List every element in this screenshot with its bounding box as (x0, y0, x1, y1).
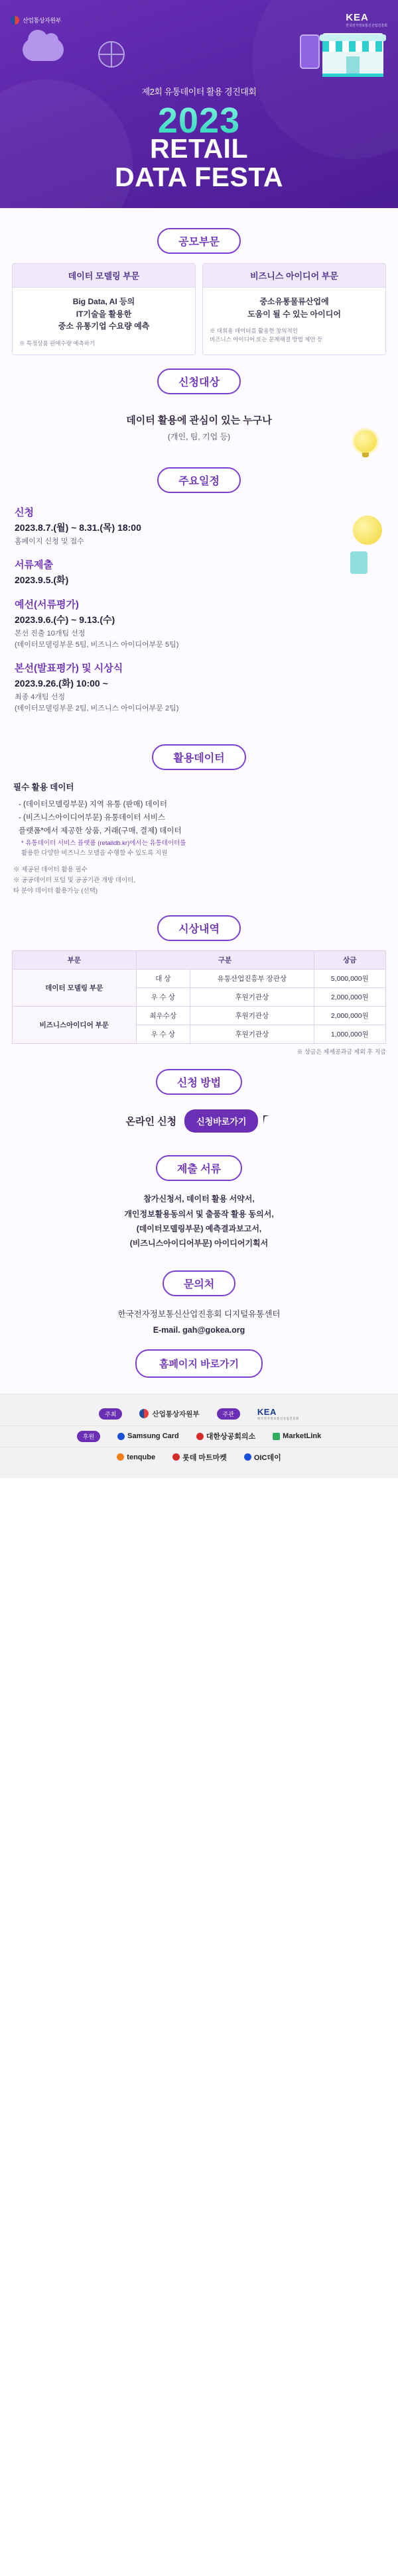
lightbulb-icon (354, 430, 377, 453)
data-usage-star-line1: * 유통데이터 서비스 플랫폼 (retaildb.kr)에서는 유통데이터를 (21, 839, 186, 847)
awards-prize-name: 후원기관상 (190, 1007, 314, 1025)
contest-column-idea-body (203, 288, 385, 351)
kea-logo-label: KEA (346, 12, 369, 23)
contest-idea-note-line1: ※ 대회용 데이터를 활용한 창의적인 (210, 327, 298, 335)
awards-amount: 2,000,000원 (314, 988, 385, 1007)
contest-modeling-line1: Big Data, AI 등의 (72, 297, 135, 307)
footer-row-sponsors-1 (0, 1426, 398, 1447)
awards-grade: 우 수 상 (136, 988, 190, 1007)
schedule-desc-line1: 본선 진출 10개팀 선정 (15, 630, 86, 638)
target-sub-text: (개인, 팀, 기업 등) (167, 431, 231, 441)
documents-line-2: 개인정보활용동의서 및 출품작 활용 동의서, (124, 1209, 274, 1219)
hero-banner (0, 0, 398, 208)
hero-illustration (0, 32, 398, 81)
footer-organizer-sub: 한국전자정보통신산업진흥회 (257, 1416, 299, 1420)
documents-line-4: (비즈니스아이디어부문) 아이디어기획서 (129, 1238, 269, 1248)
contest-idea-main (210, 296, 379, 320)
taegeuk-icon (139, 1409, 149, 1418)
sponsor-kcci (196, 1431, 255, 1441)
schedule-name: 예선(서류평가) (15, 599, 79, 611)
sponsor-oicday (244, 1452, 281, 1463)
contact-block (12, 1306, 386, 1343)
store-icon (322, 33, 383, 77)
contest-idea-note-line2: 비즈니스 아이디어 또는 문제해결 방법 제안 등 (210, 336, 323, 343)
contest-modeling-line2: IT기술을 활용한 (76, 309, 132, 319)
schedule-item-submission (15, 557, 383, 587)
footer-tag-host: 주최 (99, 1408, 122, 1420)
sponsor-lotte-mart (172, 1452, 227, 1463)
footer-host-org (139, 1409, 199, 1419)
documents-line-1: 참가신청서, 데이터 활용 서약서, (143, 1194, 255, 1204)
schedule-desc-line1: 최종 4개팀 선정 (15, 693, 65, 702)
lotte-icon (172, 1453, 180, 1461)
target-main-text: 데이터 활용에 관심이 있는 누구나 (126, 414, 272, 426)
sponsor-samsung-card-label: Samsung Card (127, 1432, 179, 1441)
schedule-item-application (15, 505, 383, 547)
sponsor-lotte-mart-label: 롯데 마트마켓 (182, 1453, 227, 1462)
awards-note: ※ 상금은 제세공과금 제외 후 지급 (297, 1048, 386, 1056)
contest-column-modeling (12, 263, 196, 355)
awards-table (12, 950, 386, 1044)
section-title-awards: 시상내역 (157, 915, 241, 941)
documents-list (12, 1190, 386, 1257)
sponsor-marketlink (273, 1432, 321, 1440)
schedule-date: 2023.9.26.(화) 10:00 ~ (15, 678, 108, 689)
schedule-desc (15, 628, 383, 650)
hero-topbar (0, 12, 398, 32)
data-usage-item-1: - (데이터모델링부문) 지역 유통 (판매) 데이터 (19, 801, 167, 809)
awards-prize-name: 후원기관상 (190, 988, 314, 1007)
awards-prize-name: 후원기관상 (190, 1025, 314, 1044)
contest-column-modeling-body (13, 288, 195, 355)
awards-amount: 5,000,000원 (314, 970, 385, 988)
kea-logo-sub: 한국전자정보통신산업진흥회 (346, 24, 387, 28)
awards-header-row (13, 951, 386, 970)
contact-email: E-mail. gah@gokea.org (153, 1325, 245, 1335)
mobile-phone-icon (300, 34, 320, 69)
awards-header-prize: 상금 (314, 951, 385, 970)
data-usage-star-line2: 활용한 다양한 비즈니스 모델을 수행할 수 있도록 지원 (21, 849, 168, 857)
schedule-list (12, 502, 386, 732)
data-usage-note-2: ※ 공공데이터 포털 및 공공기관 개방 데이터, (13, 877, 135, 885)
gov-logo (11, 16, 61, 25)
cursor-icon (263, 1115, 272, 1127)
target-box (12, 404, 386, 454)
data-usage-note-1: ※ 제공된 데이터 활용 필수 (13, 866, 88, 873)
table-row (13, 1007, 386, 1025)
hero-title (0, 135, 398, 191)
lightbulb-deco-icon (353, 516, 382, 545)
sponsor-tenqube (117, 1453, 155, 1461)
taegeuk-icon (11, 16, 19, 25)
awards-amount: 2,000,000원 (314, 1007, 385, 1025)
section-title-data: 활용데이터 (152, 744, 245, 770)
sponsor-marketlink-label: MarketLink (283, 1432, 322, 1441)
footer-organizer-label: KEA (257, 1406, 277, 1417)
awards-grade: 대 상 (136, 970, 190, 988)
sponsor-tenqube-label: tenqube (127, 1453, 156, 1461)
sponsor-samsung-card (117, 1432, 179, 1440)
contest-column-idea (202, 263, 386, 355)
home-button-wrap (12, 1343, 386, 1394)
homepage-link-button[interactable]: 홈페이지 바로가기 (135, 1349, 263, 1378)
apply-row (12, 1104, 386, 1142)
hero-title-line2: DATA FESTA (114, 161, 283, 192)
hero-year: 2023 (0, 103, 398, 139)
contest-column-modeling-head: 데이터 모델링 부문 (13, 264, 195, 288)
section-title-contest: 공모부문 (157, 228, 241, 254)
schedule-name: 본선(발표평가) 및 시상식 (15, 663, 123, 675)
sponsor-kcci-label: 대한상공회의소 (206, 1433, 256, 1441)
sponsor-oicday-label: OIC데이 (253, 1453, 281, 1462)
marketlink-icon (273, 1433, 280, 1440)
section-title-documents: 제출 서류 (156, 1155, 242, 1181)
contest-modeling-main (19, 296, 188, 333)
awards-sector-modeling: 데이터 모델링 부문 (13, 970, 137, 1007)
contact-org: 한국전자정보통신산업진흥회 디지털유통센터 (117, 1310, 281, 1319)
samsung-icon (117, 1433, 125, 1440)
awards-amount: 1,000,000원 (314, 1025, 385, 1044)
schedule-desc-line2: (데이터모델링부문 5팀, 비즈니스 아이디어부문 5팀) (15, 640, 179, 649)
schedule-date: 2023.9.6.(수) ~ 9.13.(수) (15, 614, 115, 626)
contest-columns (12, 263, 386, 355)
contest-idea-line1: 중소유통물류산업에 (259, 297, 329, 307)
data-usage-notes (13, 865, 385, 897)
schedule-desc (15, 692, 383, 714)
hero-title-line1: RETAIL (149, 133, 248, 164)
contest-idea-note (210, 327, 379, 344)
footer-host-org-label: 산업통상자원부 (152, 1410, 200, 1418)
schedule-item-preliminary (15, 597, 383, 650)
awards-grade: 우 수 상 (136, 1025, 190, 1044)
data-usage-item-2: - (비즈니스아이디어부문) 유통데이터 서비스 (19, 814, 166, 822)
table-row (13, 970, 386, 988)
globe-icon (98, 41, 125, 68)
schedule-name: 신청 (15, 506, 34, 518)
section-title-apply: 신청 방법 (156, 1069, 242, 1095)
section-title-schedule: 주요일정 (157, 467, 241, 493)
footer-organizer-org (257, 1407, 299, 1421)
awards-grade: 최우수상 (136, 1007, 190, 1025)
apply-label: 온라인 신청 (125, 1116, 177, 1128)
gov-logo-label: 산업통상자원부 (23, 17, 62, 24)
awards-header-sector: 부문 (13, 951, 137, 970)
schedule-date: 2023.8.7.(월) ~ 8.31.(목) 18:00 (15, 522, 141, 533)
schedule-desc-line2: (데이터모델링부문 2팀, 비즈니스 아이디어부문 2팀) (15, 704, 179, 712)
hero-subtitle: 제2회 유통데이터 활용 경진대회 (141, 87, 257, 97)
schedule-item-final (15, 661, 383, 714)
poster-content (0, 208, 398, 1393)
cloud-icon (23, 38, 64, 61)
data-usage-heading: 필수 활용 데이터 (13, 783, 74, 793)
contest-modeling-note: ※ 특정상품 판매수량 예측하기 (19, 340, 96, 347)
schedule-name: 서류제출 (15, 559, 53, 571)
kcci-icon (196, 1433, 204, 1440)
tenqube-icon (117, 1453, 124, 1461)
footer-row-host (0, 1402, 398, 1426)
contest-idea-line2: 도움이 될 수 있는 아이디어 (247, 309, 341, 319)
awards-header-division: 구분 (136, 951, 314, 970)
data-usage-box (12, 779, 386, 902)
kea-logo (346, 12, 387, 28)
mobile-deco-icon (350, 551, 367, 574)
footer-tag-sponsor: 후원 (77, 1431, 100, 1442)
footer (0, 1394, 398, 1478)
awards-prize-name: 유통산업진흥부 장관상 (190, 970, 314, 988)
contest-column-idea-head: 비즈니스 아이디어 부문 (203, 264, 385, 288)
section-title-target: 신청대상 (157, 368, 241, 394)
data-usage-item-3: 플랫폼*에서 제공한 상품, 거래(구매, 결제) 데이터 (19, 827, 182, 836)
oicday-icon (244, 1453, 251, 1461)
contest-modeling-line3: 중소 유통기업 수요량 예측 (58, 321, 150, 331)
schedule-desc: 홈페이지 신청 및 접수 (15, 537, 84, 545)
documents-line-3: (데이터모델링부문) 예측결과보고서, (136, 1223, 262, 1233)
footer-row-sponsors-2 (0, 1447, 398, 1467)
footer-tag-organizer: 주관 (217, 1408, 240, 1420)
schedule-date: 2023.9.5.(화) (15, 575, 69, 586)
awards-sector-idea: 비즈니스아이디어 부문 (13, 1007, 137, 1044)
apply-now-button[interactable]: 신청바로가기 (184, 1109, 258, 1133)
section-title-contact: 문의처 (163, 1270, 235, 1296)
data-usage-note-3: 타 분야 데이터 활용가능 (선택) (13, 887, 98, 895)
